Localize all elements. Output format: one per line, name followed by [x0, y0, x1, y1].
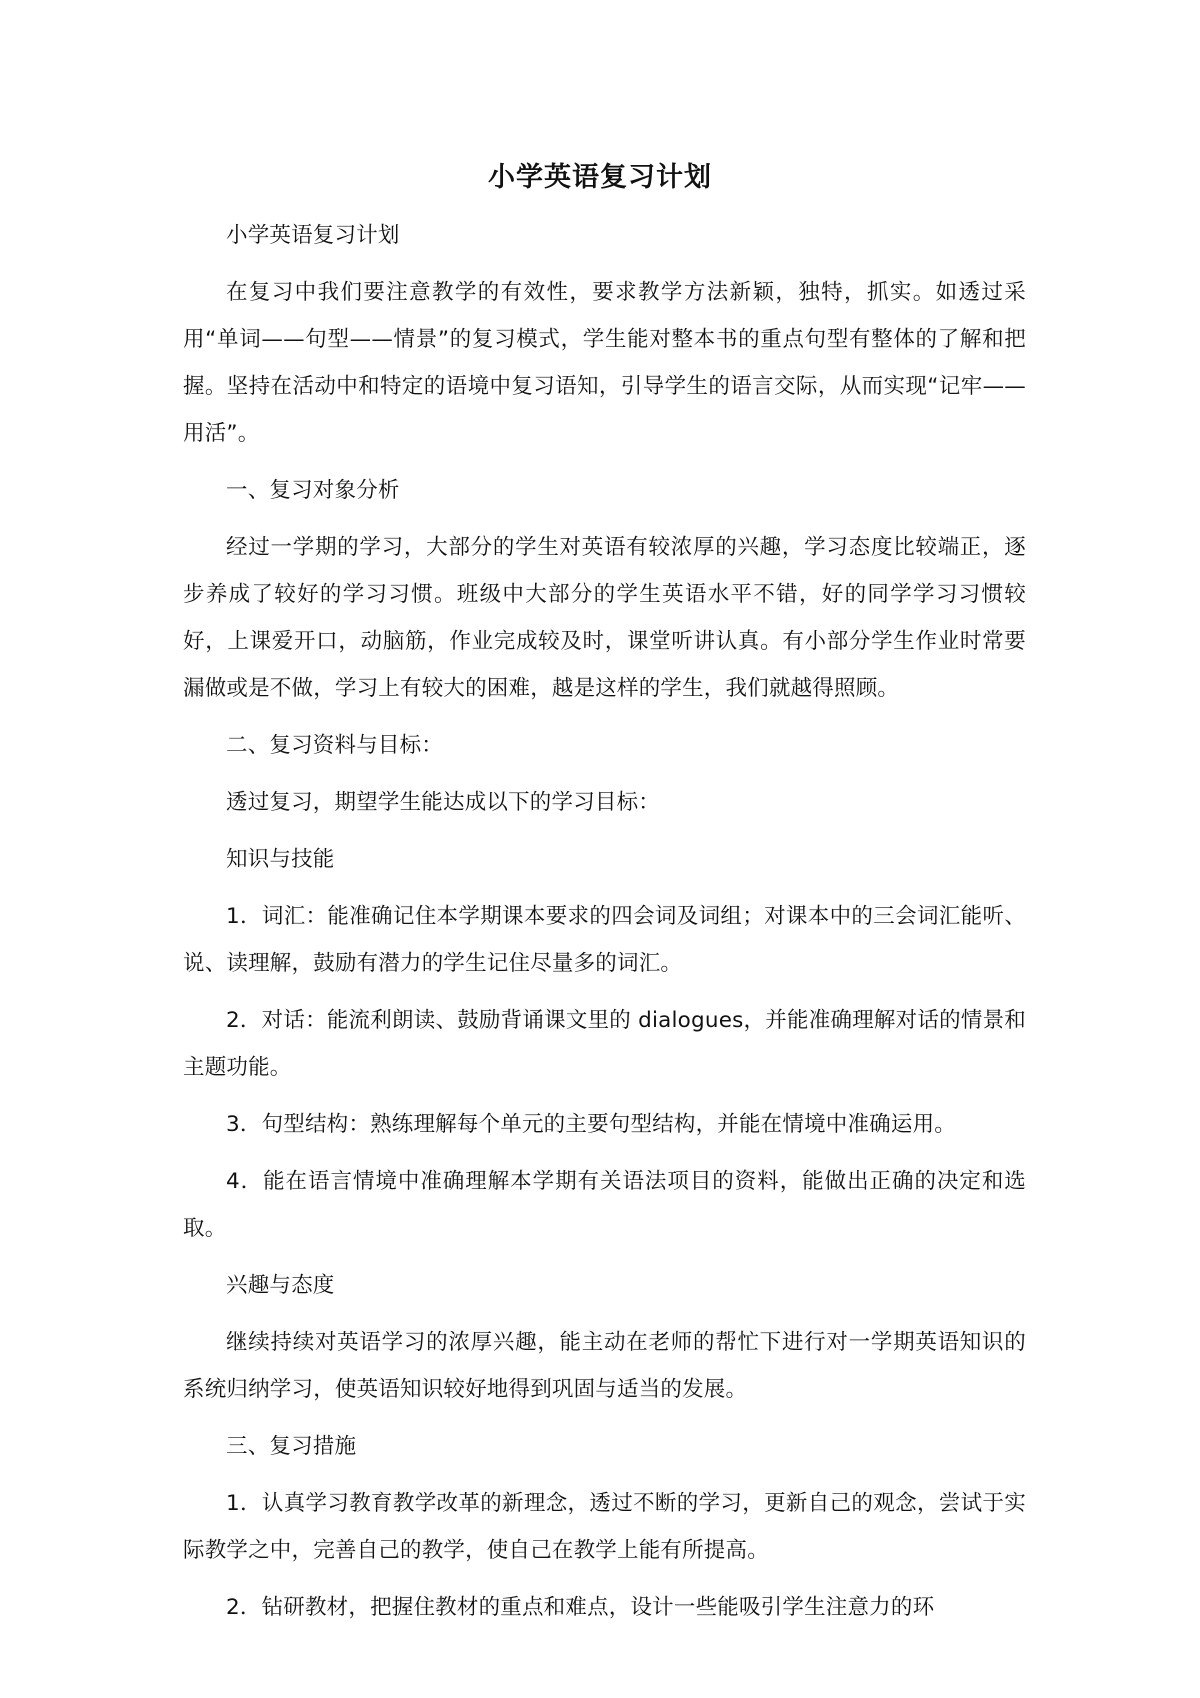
list-item-vocabulary: 1．词汇：能准确记住本学期课本要求的四会词及词组；对课本中的三会词汇能听、说、读理解，鼓励有潜力的学生记住尽量多的词汇。 — [183, 904, 1026, 976]
paragraph-intro: 在复习中我们要注意教学的有效性，要求教学方法新颖，独特，抓实。如透过采用“单词——句型——情景”的复习模式，学生能对整本书的重点句型有整体的了解和把握。坚持在活动中和特定的语境中复习语知，引导学生的语言交际，从而实现“记牢——用活”。 — [183, 280, 1026, 446]
list-item-sentence-structure: 3．句型结构：熟练理解每个单元的主要句型结构，并能在情境中准确运用。 — [226, 1112, 956, 1137]
section-heading-analysis: 一、复习对象分析 — [226, 478, 400, 503]
document-title: 小学英语复习计划 — [488, 162, 712, 193]
subheading-knowledge-skills: 知识与技能 — [226, 847, 335, 872]
paragraph-subtitle: 小学英语复习计划 — [226, 223, 400, 248]
list-item-measure-2: 2．钻研教材，把握住教材的重点和难点，设计一些能吸引学生注意力的环 — [226, 1595, 935, 1620]
list-item-dialogue: 2．对话：能流利朗读、鼓励背诵课文里的 dialogues，并能准确理解对话的情景和主题功能。 — [183, 1008, 1026, 1080]
subheading-interest-attitude: 兴趣与态度 — [226, 1273, 335, 1298]
paragraph-interest: 继续持续对英语学习的浓厚兴趣，能主动在老师的帮忙下进行对一学期英语知识的系统归纳学习，使英语知识较好地得到巩固与适当的发展。 — [183, 1330, 1026, 1402]
section-heading-goals: 二、复习资料与目标： — [226, 733, 444, 758]
paragraph-goals-intro: 透过复习，期望学生能达成以下的学习目标： — [226, 790, 661, 815]
list-item-grammar: 4．能在语言情境中准确理解本学期有关语法项目的资料，能做出正确的决定和选取。 — [183, 1169, 1026, 1241]
paragraph-analysis: 经过一学期的学习，大部分的学生对英语有较浓厚的兴趣，学习态度比较端正，逐步养成了较好的学习习惯。班级中大部分的学生英语水平不错，好的同学学习习惯较好，上课爱开口，动脑筋，作业完成较及时，课堂听讲认真。有小部分学生作业时常要漏做或是不做，学习上有较大的困难，越是这样的学生，我们就越得照顾。 — [183, 535, 1026, 701]
list-item-measure-1: 1．认真学习教育教学改革的新理念，透过不断的学习，更新自己的观念，尝试于实际教学之中，完善自己的教学，使自己在教学上能有所提高。 — [183, 1491, 1026, 1563]
section-heading-measures: 三、复习措施 — [226, 1434, 357, 1459]
document-body — [183, 212, 1026, 1641]
